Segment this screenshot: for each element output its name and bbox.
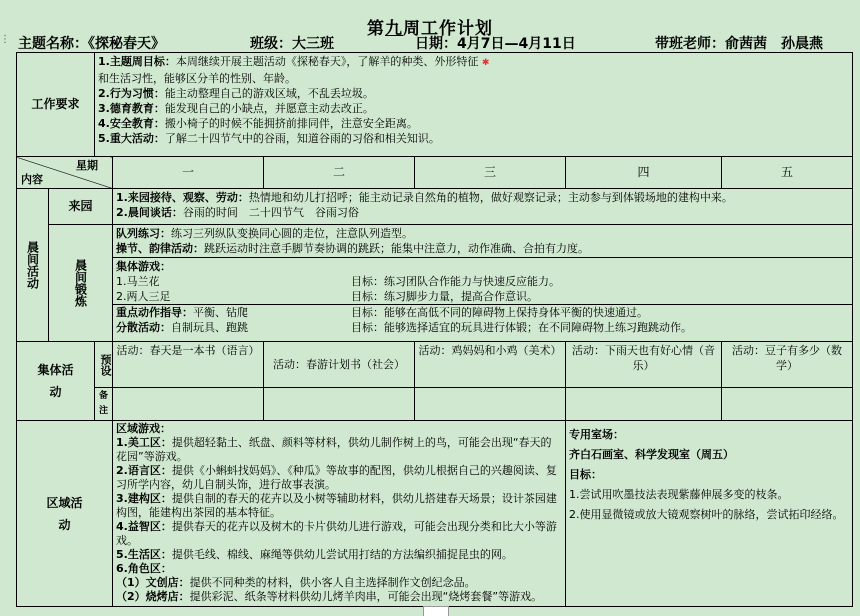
requirements-label: 工作要求 [17,53,95,157]
note-cell [415,388,566,421]
area-games: 区域游戏： 1.美工区：提供超轻黏土、纸盘、颜料等材料，供幼儿制作树上的鸟，可能会出现“春天的花园”等游戏。 2.语言区：提供《小蝌蚪找妈妈》、《种瓜》等故事的配图，供幼儿根据自己的兴趣阅读、复习所学内容，幼儿自制头饰，进行故事表演。 3.建构区：提供自制的春天的花卉以及小树等辅助材料，供幼儿搭建春天场景；设计茶园建构图，能建构出茶园的基本特征。 4.益智区：提供春天的花卉以及树木的卡片供幼儿进行游戏，可能会出现分类和比大小等游戏。 5.生活区：提供毛线、棉线、麻绳等供幼儿尝试用打结的方法编织捕捉昆虫的网。 6.角色区： （1）文创店：提供不同种类的材料，供小客人自主选择制作文创纪念品。 （2）烧烤店：提供彩泥、纸条等材料供幼儿烤羊肉串，可能会出现“烧烤套餐”等游戏。 [113,421,566,607]
drill-row [17,225,853,258]
requirement-item: 4.安全教育：搬小椅子的时候不能拥挤前排同伴，注意安全距离。 [98,117,418,130]
group-plan-row [17,342,853,388]
day-header: 五 [722,157,853,189]
row-marker-icon: ⋮ [0,34,10,45]
requirement-item: 和生活习性，能够区分羊的性别、年龄。 [98,72,297,85]
teacher-names: 带班老师：俞茜茜 孙晨燕 [655,36,823,52]
class-name: 班级：大三班 [250,36,334,52]
group-activity: 活动：豆子有多少（数学） [722,342,853,388]
weekly-plan-table [16,52,853,607]
group-activity: 活动：春天是一本书（语言） [113,342,264,388]
day-header: 四 [566,157,722,189]
special-room: 专用室场： 齐白石画室、科学发现室（周五） 目标： 1.尝试用吹墨技法表现紫藤伸展多变的枝条。 2.使用显微镜或放大镜观察树叶的脉络，尝试拓印经络。 [566,421,853,607]
corner-cell [17,157,113,189]
group-note-label: 备注 [95,388,113,421]
group-activity: 活动：下雨天也有好心情（音乐） [566,342,722,388]
header-bar [0,33,860,53]
group-activity: 活动：春游计划书（社会） [264,342,415,388]
arrive-label: 来园 [49,189,113,225]
requirement-item: 5.重大活动：了解二十四节气中的谷雨，知道谷雨的习俗和相关知识。 [98,132,440,145]
note-cell [566,388,722,421]
exercise-label: 晨间锻炼 [49,225,113,342]
corner-week-label: 星期 [76,159,99,172]
group-plan-label: 预设 [95,342,113,388]
morning-label: 晨间活动 [17,189,49,342]
requirements-content [95,53,853,157]
requirement-item: 1.主题周目标：本周继续开展主题活动《探秘春天》，了解羊的种类、外形特征 ✱ [98,55,490,68]
title-prefix: 第 [367,19,385,39]
group-activity: 活动：鸡妈妈和小鸡（美术） [415,342,566,388]
note-cell [722,388,853,421]
games-row [17,258,853,342]
day-header: 二 [264,157,415,189]
drill-content: 队列练习：练习三列纵队变换同心圆的走位，注意队列造型。 操节、韵律活动：跳跃运动时注意手脚节奏协调的跳跃；能集中注意力，动作准确、合拍有力度。 [113,225,853,258]
requirement-item: 2.行为习惯：能主动整理自己的游戏区域，不乱丢垃圾。 [98,87,374,100]
area-row [17,421,853,607]
area-label: 区域活动 [17,421,113,607]
title-week-number: 九 [385,19,403,39]
day-header: 三 [415,157,566,189]
arrive-content: 1.来园接待、观察、劳动：热情地和幼儿打招呼；能主动记录自然角的植物，做好观察记录；主动参与到体锻场地的建构中来。 2.晨间谈话：谷雨的时间 二十四节气 谷雨习俗 [113,189,853,225]
arrive-row [17,189,853,225]
date-range: 日期：4月7日—4月11日 [415,36,576,52]
corner-content-label: 内容 [21,173,43,186]
note-cell [264,388,415,421]
group-label: 集体活动 [17,342,95,421]
days-header-row [17,157,853,189]
note-cell [113,388,264,421]
theme-name: 主题名称：《探秘春天》 [18,36,165,52]
games-content: 集体游戏： 1.马兰花 目标：练习团队合作能力与快速反应能力。 2.两人三足 目标：练习脚步力量，提高合作意识。 重点动作指导：平衡、钻爬 目标：能够在高低不同的障碍物上保持身体平衡的快速通过。 分散活动：自制玩具、跑跳 目标：能够选择适宜的玩具进行体锻；在不同障碍物上练习跑跳动作。 [113,258,853,342]
group-note-row [17,388,853,421]
requirement-item: 3.德育教育：能发现自己的小缺点，并愿意主动去改正。 [98,102,374,115]
title-suffix: 周工作计划 [403,19,493,39]
day-header: 一 [113,157,264,189]
spell-mark-icon: ✱ [481,58,490,68]
requirements-row [17,53,853,157]
